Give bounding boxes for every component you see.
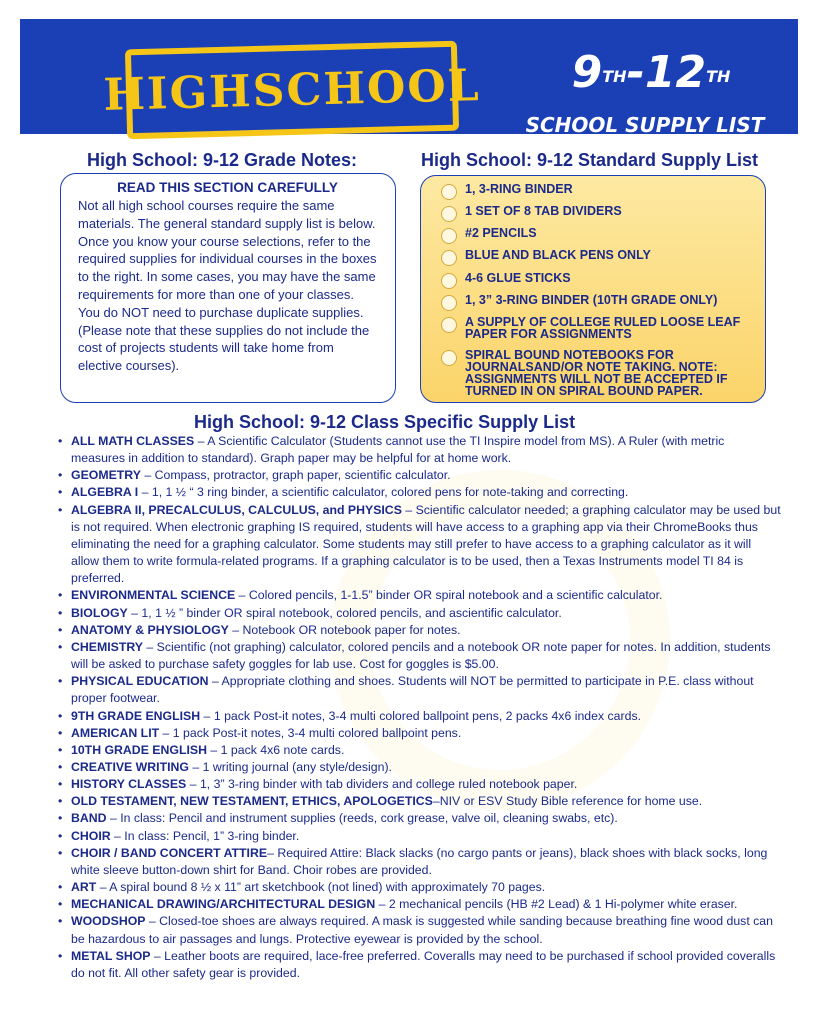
- class-list-item: [56, 828, 781, 845]
- checkbox-icon[interactable]: [441, 228, 457, 244]
- class-supplies: – 1 pack Post-it notes, 3-4 multi colored ballpoint pens.: [159, 725, 462, 740]
- class-supplies: – Notebook OR notebook paper for notes.: [228, 622, 461, 637]
- class-name: PHYSICAL EDUCATION: [71, 674, 209, 689]
- class-supplies: – 1, 1 ½ “ 3 ring binder, a scientific calculator, colored pens for note-taking and correcting.: [138, 485, 629, 500]
- highschool-logo: [102, 41, 482, 140]
- class-supplies: –NIV or ESV Study Bible reference for home use.: [432, 794, 703, 809]
- class-supplies: – Scientific calculator needed; a graphing calculator may be used but is not required. When electronic graphing IS required, students will have access to a graphing app via their ChromeBooks thus eliminating the need for a graphing calculator. Some students may still prefer to have access to a graphing calculator as it will allow them to write formula-related programs. If a graphing calculator is to be used, then a Texas Instruments model TI 84 is preferred.: [71, 502, 781, 586]
- class-supplies: – Scientific (not graphing) calculator, colored pencils and a notebook OR note paper for notes. In addition, students will be asked to purchase safety goggles for lab use. Cost for goggles is $5.00.: [71, 639, 771, 672]
- checkbox-icon[interactable]: [441, 273, 457, 289]
- supply-item[interactable]: [441, 227, 755, 244]
- class-supply-list: [56, 433, 781, 982]
- class-supplies: – In class: Pencil and instrument supplies (reeds, cork grease, valve oil, cleaning swabs, etc).: [106, 811, 618, 826]
- class-supplies: – Compass, protractor, graph paper, scientific calculator.: [140, 468, 451, 483]
- checkbox-icon[interactable]: [441, 317, 457, 333]
- standard-title: High School: 9-12 Standard Supply List: [421, 150, 759, 170]
- class-name: METAL SHOP: [71, 948, 151, 963]
- class-supplies: – 1, 3” 3-ring binder with tab dividers and college ruled notebook paper.: [186, 777, 578, 792]
- grade-range: [536, 49, 766, 97]
- class-name: BAND: [71, 811, 107, 826]
- class-supplies: – 1 writing journal (any style/design).: [188, 759, 392, 774]
- class-name: OLD TESTAMENT, NEW TESTAMENT, ETHICS, APOLOGETICS: [71, 794, 433, 809]
- class-name: ANATOMY & PHYSIOLOGY: [71, 622, 229, 637]
- supply-item[interactable]: [441, 183, 755, 200]
- class-supplies: – 1, 1 ½ ” binder OR spiral notebook, colored pencils, and ascientific calculator.: [127, 605, 562, 620]
- class-supplies: – Required Attire: Black slacks (no cargo pants or jeans), black shoes with black socks, long white sleeve button-down shirt for Band. Choir robes are provided.: [71, 845, 768, 877]
- supply-item-label: A SUPPLY OF COLLEGE RULED LOOSE LEAF PAPER FOR ASSIGNMENTS: [465, 315, 741, 341]
- notes-body: Not all high school courses require the same materials. The general standard supply list is below. Once you know your course selections, refer to the required supplies for individual courses in the boxes to the right. In some cases, you may have the same requirements for more than one of your classes. You do NOT need to purchase duplicate supplies. (Please note that these supplies do not include the cost of projects students will take home from elective courses).: [78, 198, 377, 374]
- class-name: ALL MATH CLASSES: [71, 434, 195, 448]
- class-name: WOODSHOP: [71, 914, 146, 929]
- class-name: MECHANICAL DRAWING/ARCHITECTURAL DESIGN: [71, 897, 376, 912]
- supply-item-label: SPIRAL BOUND NOTEBOOKS FOR JOURNALSAND/OR NOTE TAKING. NOTE: ASSIGNMENTS WILL NOT BE ACCEPTED IF TURNED IN ON SPIRAL BOUND PAPER.: [465, 348, 728, 398]
- class-name: ALGEBRA II, PRECALCULUS, CALCULUS, and PHYSICS: [71, 502, 402, 517]
- class-supplies: – 2 mechanical pencils (HB #2 Lead) & 1 Hi-polymer white eraser.: [375, 897, 738, 912]
- supply-item-label: 1, 3” 3-RING BINDER (10TH GRADE ONLY): [465, 293, 718, 307]
- class-list-item: [56, 845, 781, 879]
- header-subtitle: SCHOOL SUPPLY LIST: [525, 113, 765, 137]
- notes-title: High School: 9-12 Grade Notes:: [87, 150, 358, 170]
- class-supplies: – 1 pack 4x6 note cards.: [206, 742, 345, 757]
- supply-item-label: BLUE AND BLACK PENS ONLY: [465, 248, 651, 262]
- supply-item[interactable]: [441, 294, 755, 311]
- notes-heading: READ THIS SECTION CAREFULLY: [117, 180, 338, 195]
- standard-supply-box: [420, 175, 766, 403]
- class-supplies: – Colored pencils, 1-1.5” binder OR spiral notebook and a scientific calculator.: [235, 588, 663, 603]
- grade-from-sup: TH: [602, 67, 627, 86]
- class-list-item: [56, 948, 781, 982]
- class-supplies: – 1 pack Post-it notes, 3-4 multi colored ballpoint pens, 2 packs 4x6 index cards.: [200, 708, 642, 723]
- checkbox-icon[interactable]: [441, 206, 457, 222]
- checkbox-icon[interactable]: [441, 295, 457, 311]
- class-list-item: [56, 793, 781, 810]
- supply-item-label: #2 PENCILS: [465, 226, 537, 240]
- supply-item-label: 1, 3-RING BINDER: [465, 182, 573, 196]
- checkbox-icon[interactable]: [441, 184, 457, 200]
- classes-title: High School: 9-12 Class Specific Supply List: [194, 412, 576, 432]
- checkbox-icon[interactable]: [441, 250, 457, 266]
- class-supplies: – Closed-toe shoes are always required. A mask is suggested while sanding because breathing fine wood dust can be hazardous to air passages and lungs. Protective eyewear is provided by the school.: [71, 914, 773, 946]
- class-list-item: [56, 467, 781, 484]
- class-list-item: [56, 433, 781, 467]
- class-list-item: [56, 776, 781, 793]
- class-name: AMERICAN LIT: [71, 725, 160, 740]
- class-list-item: [56, 896, 781, 913]
- class-list-item: [56, 913, 781, 947]
- class-list-item: [56, 725, 781, 742]
- class-supplies: – A spiral bound 8 ½ x 11” art sketchbook (not lined) with approximately 70 pages.: [96, 880, 546, 895]
- notes-box: [60, 173, 396, 403]
- supply-item[interactable]: [441, 272, 755, 289]
- supply-item[interactable]: [441, 205, 755, 222]
- supply-item-label: 1 SET OF 8 TAB DIVIDERS: [465, 204, 622, 218]
- class-supplies: – Appropriate clothing and shoes. Students will NOT be permitted to participate in P.E. class without proper footwear.: [71, 674, 754, 706]
- checkbox-icon[interactable]: [441, 350, 457, 366]
- class-list-item: [56, 622, 781, 639]
- class-list-item: [56, 587, 781, 604]
- grade-from: 9: [571, 47, 603, 98]
- class-list-item: [56, 759, 781, 776]
- class-name: HISTORY CLASSES: [71, 777, 187, 792]
- class-name: 10TH GRADE ENGLISH: [71, 742, 207, 757]
- supply-item[interactable]: [441, 249, 755, 266]
- class-supplies: – A Scientific Calculator (Students cannot use the TI Inspire model from MS). A Ruler (with metric measures in addition to standard). Graph paper may be helpful for at home work.: [71, 434, 725, 466]
- class-list-item: [56, 605, 781, 622]
- class-list-item: [56, 502, 781, 588]
- class-name: GEOMETRY: [71, 468, 141, 483]
- class-list-item: [56, 708, 781, 725]
- class-supplies: – Leather boots are required, lace-free preferred. Coveralls may need to be purchased if school provided coveralls do not fit. All other safety gear is provided.: [71, 948, 776, 980]
- class-name: 9TH GRADE ENGLISH: [71, 708, 201, 723]
- grade-dash: -: [626, 47, 645, 98]
- grade-to: 12: [644, 47, 707, 98]
- supply-item[interactable]: [441, 349, 755, 397]
- class-name: BIOLOGY: [71, 605, 128, 620]
- logo-text: HIGHSCHOOL: [102, 59, 482, 121]
- class-name: ENVIRONMENTAL SCIENCE: [71, 588, 236, 603]
- class-supplies: – In class: Pencil, 1” 3-ring binder.: [110, 828, 300, 843]
- class-name: ALGEBRA I: [71, 485, 139, 500]
- class-list-item: [56, 484, 781, 501]
- supply-item-label: 4-6 GLUE STICKS: [465, 271, 571, 285]
- class-list-item: [56, 810, 781, 827]
- class-list-item: [56, 673, 781, 707]
- class-name: CREATIVE WRITING: [71, 759, 189, 774]
- header-banner: [20, 19, 798, 137]
- class-name: ART: [71, 880, 97, 895]
- class-list-item: [56, 742, 781, 759]
- grade-to-sup: TH: [706, 67, 731, 86]
- class-name: CHOIR: [71, 828, 111, 843]
- class-name: CHEMISTRY: [71, 639, 143, 654]
- class-list-item: [56, 879, 781, 896]
- class-name: CHOIR / BAND CONCERT ATTIRE: [71, 845, 268, 860]
- supply-item[interactable]: [441, 316, 755, 340]
- class-list-item: [56, 639, 781, 673]
